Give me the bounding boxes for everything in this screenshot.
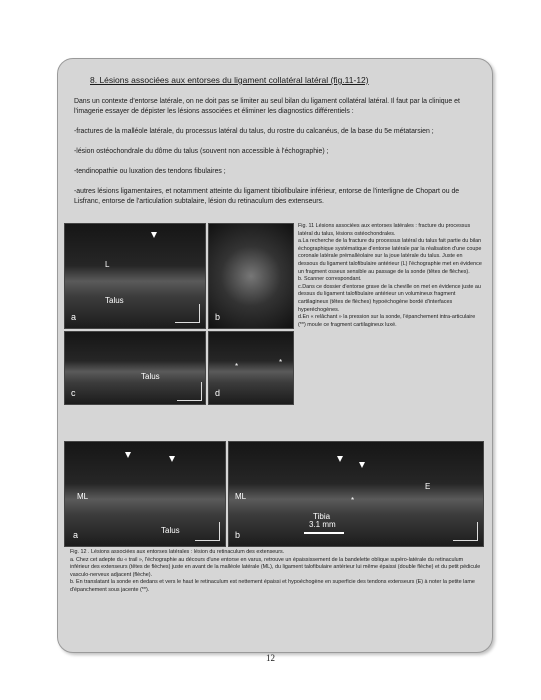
probe-diagram-icon <box>175 304 200 323</box>
probe-diagram-icon <box>195 522 220 541</box>
section-title: 8. Lésions associées aux entorses du ligament collatéral latéral (fig.11-12) <box>90 75 369 85</box>
fig12-caption-title: Fig. 12 . Lésions associées aux entorses latérales : lésion du retinaculum des extenseurs. <box>70 549 285 555</box>
fig11c-letter: c <box>71 388 76 398</box>
scale-bar <box>304 532 344 534</box>
arrowhead-icon <box>169 456 175 462</box>
fig11-caption-a: a.La recherche de la fracture du processus latéral du talus fait partie du bilan échographique systématique d'entorse latérale par la réalisation d'une coupe coronale latérale prémalléolaire sur la joue latérale du talus. Juste en dessous du ligament talofibulaire antérieur (L) l'échographie met en évidence un fragment osseux sensible au passage de la sonde (têtes de flèches). <box>298 238 482 275</box>
fig11a-label-l: L <box>105 260 110 269</box>
content-panel <box>57 58 493 653</box>
list-item-tendinopathy: -tendinopathie ou luxation des tendons fibulaires ; <box>74 168 226 175</box>
probe-diagram-icon <box>177 382 202 401</box>
fig12b-label-tibia: Tibia <box>313 512 331 521</box>
intro-paragraph: Dans un contexte d'entorse latérale, on ne doit pas se limiter au seul bilan du ligament collatéral latéral. Il faut par la clinique et l'imagerie essayer de dépister les lésions associées et éliminer les diagnostics différentiels : <box>74 98 460 115</box>
fig11-caption-b: b. Scanner correspondant. <box>298 276 362 283</box>
fig11-panel-b <box>208 223 294 329</box>
fig11d-effusion-mark-1: * <box>235 362 239 371</box>
fig11c-label-talus: Talus <box>141 372 160 381</box>
list-item-ligaments: -autres lésions ligamentaires, et notamment atteinte du ligament tibiofibulaire inférieur, entorse de l'interligne de Chopart ou de Lisfranc, entorse de l'articulation subtalaire, lésion du retinaculum des extenseurs. <box>74 188 460 205</box>
fig12b-effusion-mark: * <box>351 496 355 505</box>
fig11-caption-title: Fig. 11 Lésions associées aux entorses latérales : fracture du processus latéral du talus, lésions ostéochondrales. <box>298 223 471 237</box>
fig11-panel-a <box>64 223 206 329</box>
fig12b-letter: b <box>235 530 241 540</box>
arrowhead-icon <box>359 462 365 468</box>
fig11b-letter: b <box>215 312 221 322</box>
fig12a-letter: a <box>73 530 79 540</box>
probe-diagram-icon <box>453 522 478 541</box>
fig12-panel-b <box>228 441 484 547</box>
fig11d-letter: d <box>215 388 221 398</box>
fig12b-label-ml: ML <box>235 492 247 501</box>
fig12a-label-talus: Talus <box>161 526 180 535</box>
fig11-panel-d <box>208 331 294 405</box>
list-item-osteochondral: -lésion ostéochondrale du dôme du talus (souvent non accessible à l'échographie) ; <box>74 148 329 155</box>
scale-bar-label: 3.1 mm <box>309 520 336 529</box>
arrowhead-icon <box>151 232 157 238</box>
fig11-caption-d: d.En « relâchant » la pression sur la sonde, l'épanchement intra-articulaire (**) moule ce fragment cartilagineux luxé. <box>298 314 476 328</box>
fig11a-label-talus: Talus <box>105 296 124 305</box>
fig11-panel-c <box>64 331 206 405</box>
fig11a-letter: a <box>71 312 77 322</box>
fig12-panel-a <box>64 441 226 547</box>
page-number: 12 <box>266 653 275 663</box>
fig11d-effusion-mark-2: * <box>279 358 283 367</box>
fig12-caption-b: b. En translatant la sonde en dedans et vers le haut le retinaculum est nettement épaissi et hypoéchogène en superficie des tendons extenseurs (E) à noter la petite lame d'épanchement sous jacente (**). <box>70 579 475 593</box>
arrowhead-icon <box>337 456 343 462</box>
fig11-caption-c: c.Dans ce dossier d'entorse grave de la cheville on met en évidence juste au dessus du ligament talofibulaire antérieur un volumineux fragment cartilagineux (têtes de flèches) hypoéchogène bordé d'interfaces hyperéchogènes. <box>298 283 481 313</box>
fig12-caption-a: a. Chez cet adepte du « trail », l'échographie au décours d'une entorse en varus, retrouve un épaississement de la bandelette oblique supéro-latérale du retinaculum inférieur des extenseurs (têtes de flèches) juste en avant de la malléole latérale (ML), du ligament talofibulaire antérieur lui même épaissi (double flèche) et du petit pédicule vasculo-nerveux adjacent (flèche). <box>70 556 481 578</box>
arrowhead-icon <box>125 452 131 458</box>
fig12a-label-ml: ML <box>77 492 89 501</box>
fig11-caption <box>298 223 482 329</box>
list-item-fractures: -fractures de la malléole latérale, du processus latéral du talus, du rostre du calcanéus, de la base du 5e métatarsien ; <box>74 128 434 135</box>
fig12b-label-e: E <box>425 482 431 491</box>
fig12-caption <box>70 549 482 595</box>
